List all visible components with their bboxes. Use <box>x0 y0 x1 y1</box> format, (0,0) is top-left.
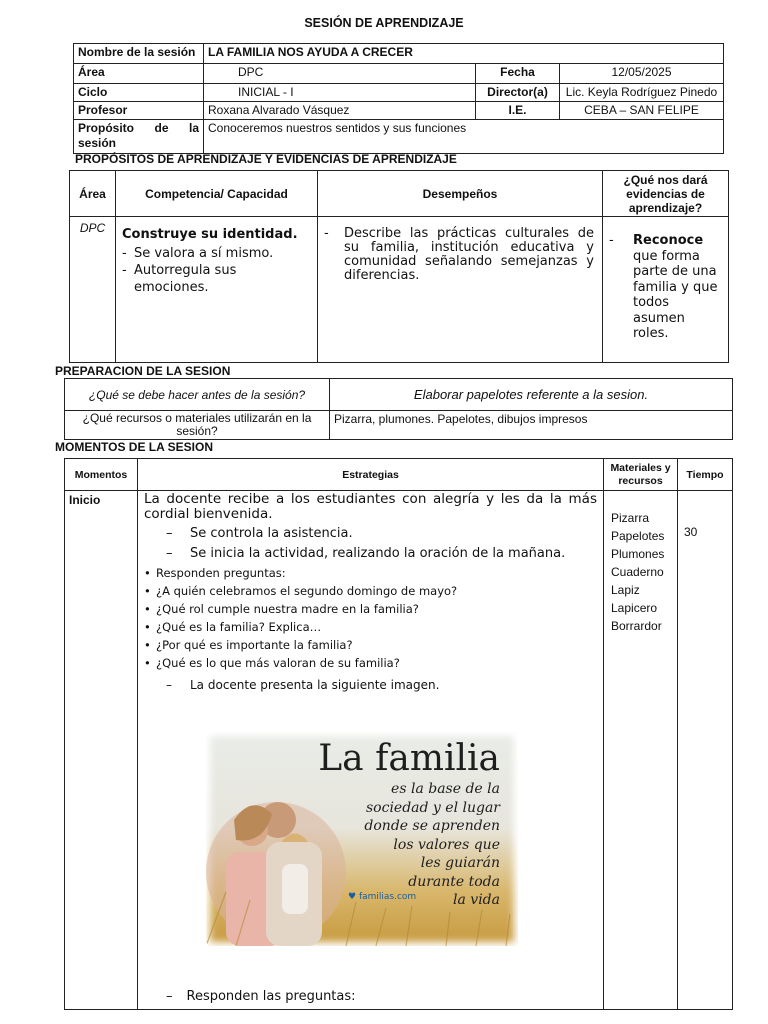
material-item: Pizarra <box>611 511 650 525</box>
question-item: • ¿Qué es la familia? Explica… <box>144 618 597 636</box>
nombre-value: LA FAMILIA NOS AYUDA A CRECER <box>204 44 724 64</box>
capacidades-list <box>122 245 311 296</box>
header-desempenos: Desempeños <box>318 171 603 217</box>
competencia-title: Construye su identidad. <box>122 227 298 242</box>
evidencias-cell <box>603 217 729 363</box>
dash-imagen: – La docente presenta la siguiente imagen. <box>166 678 440 692</box>
propositos-table <box>69 170 729 363</box>
material-item: Papelotes <box>611 529 665 543</box>
nombre-label: Nombre de la sesión <box>74 44 204 64</box>
area-value: DPC <box>204 64 476 84</box>
poster-header: La familia <box>318 738 500 779</box>
ciclo-value: INICIAL - I <box>204 84 476 102</box>
material-item: Lapiz <box>611 583 640 597</box>
prep-answer-1: Elaborar papelotes referente a la sesion. <box>330 379 733 411</box>
profesor-label: Profesor <box>74 102 204 120</box>
session-info-table <box>73 43 724 154</box>
header-evidencias: ¿Qué nos dará evidencias de aprendizaje? <box>603 171 729 217</box>
material-item: Lapicero <box>611 601 658 615</box>
dash-preguntas: – Responden las preguntas: <box>166 989 356 1004</box>
area-label: Área <box>74 64 204 84</box>
material-item: Cuaderno <box>611 565 664 579</box>
poster-line: sociedad y el lugar <box>365 799 500 816</box>
ciclo-label: Ciclo <box>74 84 204 102</box>
proposito-label: Propósito de la sesión <box>74 120 204 154</box>
capacidad-item: - Se valora a sí mismo. <box>122 245 311 262</box>
section-preparacion: PREPARACION DE LA SESION <box>55 364 231 378</box>
question-item: • ¿Qué rol cumple nuestra madre en la familia? <box>144 600 597 618</box>
profesor-value: Roxana Alvarado Vásquez <box>204 102 476 120</box>
header-materiales: Materiales y recursos <box>604 459 678 491</box>
questions-list <box>144 564 597 672</box>
intro-text: La docente recibe a los estudiantes con alegría y les da la más cordial bienvenida. <box>144 491 597 522</box>
poster-line: les guiarán <box>420 855 500 871</box>
poster-text <box>310 780 500 910</box>
header-tiempo: Tiempo <box>678 459 733 491</box>
momento-inicio: Inicio <box>65 491 138 1010</box>
poster-line: donde se aprenden <box>364 818 500 834</box>
director-label: Director(a) <box>476 84 560 102</box>
poster-logo: ♥ familias.com <box>348 892 417 902</box>
prep-question-2: ¿Qué recursos o materiales utilizarán en la sesión? <box>65 411 330 440</box>
ie-label: I.E. <box>476 102 560 120</box>
section-momentos: MOMENTOS DE LA SESION <box>55 440 214 454</box>
poster-line: durante toda <box>408 873 500 890</box>
ie-value: CEBA – SAN FELIPE <box>560 102 724 120</box>
header-estrategias: Estrategias <box>138 459 604 491</box>
preparacion-table <box>64 378 733 440</box>
prep-question-1: ¿Qué se debe hacer antes de la sesión? <box>65 379 330 411</box>
family-poster-image <box>206 732 518 946</box>
question-item: • Responden preguntas: <box>144 564 597 582</box>
dash-asistencia: – Se controla la asistencia. <box>166 526 353 541</box>
header-momentos: Momentos <box>65 459 138 491</box>
evidencia-item: - Reconoce que forma parte de una familia y que todos asumen roles. <box>609 233 718 341</box>
desempenos-cell <box>318 217 603 363</box>
header-competencia: Competencia/ Capacidad <box>116 171 318 217</box>
prep-answer-2: Pizarra, plumones. Papelotes, dibujos impresos <box>330 411 733 440</box>
desempeno-item: - Describe las prácticas culturales de su familia, institución educativa y comunidad señalando semejanzas y diferencias. <box>324 227 594 283</box>
proposito-value: Conoceremos nuestros sentidos y sus funciones <box>204 120 724 154</box>
prop-area: DPC <box>70 217 116 363</box>
question-item: • ¿A quién celebramos el segundo domingo de mayo? <box>144 582 597 600</box>
fecha-label: Fecha <box>476 64 560 84</box>
competencia-cell <box>116 217 318 363</box>
page-title: SESIÓN DE APRENDIZAJE <box>304 16 464 30</box>
tiempo-cell: 30 <box>678 491 733 1010</box>
desempenos-list <box>324 227 594 283</box>
material-item: Borrardor <box>611 619 662 633</box>
question-item: • ¿Por qué es importante la familia? <box>144 636 597 654</box>
poster-line: los valores que <box>393 836 500 853</box>
poster-line: la vida <box>453 892 500 908</box>
heart-icon: ♥ <box>348 892 357 902</box>
director-value: Lic. Keyla Rodríguez Pinedo <box>560 84 724 102</box>
poster-line: es la base de la <box>391 781 500 797</box>
question-item: • ¿Qué es lo que más valoran de su familia? <box>144 654 597 672</box>
material-item: Plumones <box>611 547 665 561</box>
section-propositos: PROPÓSITOS DE APRENDIZAJE Y EVIDENCIAS DE APRENDIZAJE <box>75 152 457 166</box>
header-area: Área <box>70 171 116 217</box>
dash-oracion: – Se inicia la actividad, realizando la oración de la mañana. <box>166 546 566 561</box>
fecha-value: 12/05/2025 <box>560 64 724 84</box>
capacidad-item: - Autorregula sus emociones. <box>122 262 311 296</box>
materiales-cell <box>604 491 678 1010</box>
